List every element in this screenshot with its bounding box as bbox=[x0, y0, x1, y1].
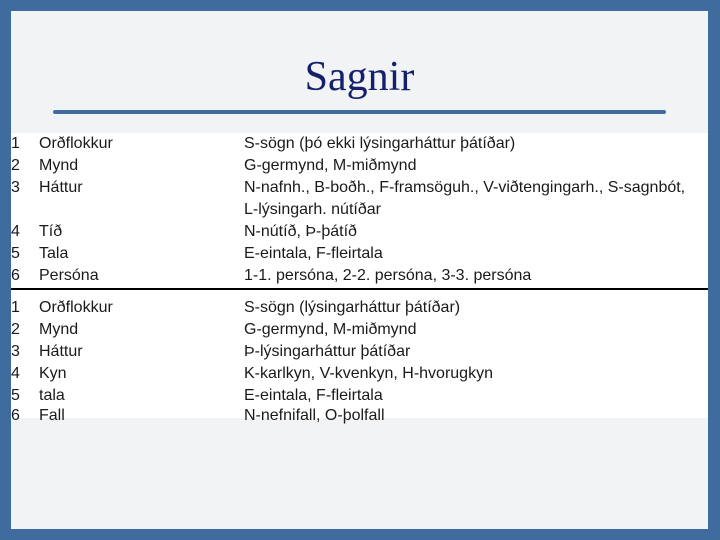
table-row bbox=[11, 297, 708, 319]
table-row bbox=[11, 319, 708, 341]
feature-values: N-nafnh., B-boðh., F-framsöguh., V-viðtengingarh., S-sagnbót, bbox=[244, 179, 686, 196]
feature-values: L-lýsingarh. nútíðar bbox=[244, 201, 381, 218]
row-number: 5 bbox=[11, 387, 20, 404]
section-divider bbox=[11, 288, 708, 290]
feature-name: Persóna bbox=[39, 267, 99, 284]
table-row bbox=[11, 363, 708, 385]
feature-name: Háttur bbox=[39, 179, 83, 196]
feature-values: E-eintala, F-fleirtala bbox=[244, 387, 383, 404]
row-number: 1 bbox=[11, 299, 20, 316]
table-row bbox=[11, 133, 708, 155]
feature-name: Mynd bbox=[39, 157, 79, 174]
table-row bbox=[11, 177, 708, 199]
table-row bbox=[11, 243, 708, 265]
table-row bbox=[11, 199, 708, 221]
row-number: 6 bbox=[11, 407, 20, 424]
feature-name: tala bbox=[39, 387, 65, 404]
row-number: 5 bbox=[11, 245, 20, 262]
row-number: 3 bbox=[11, 343, 20, 360]
feature-name: Háttur bbox=[39, 343, 83, 360]
table-row bbox=[11, 155, 708, 177]
feature-values: S-sögn (lýsingarháttur þátíðar) bbox=[244, 299, 461, 316]
feature-values: K-karlkyn, V-kvenkyn, H-hvorugkyn bbox=[244, 365, 493, 382]
table-row bbox=[11, 341, 708, 363]
row-number: 2 bbox=[11, 321, 20, 338]
slide bbox=[11, 11, 708, 529]
feature-name: Tíð bbox=[39, 223, 63, 240]
slide-title: Sagnir bbox=[304, 54, 415, 100]
table-row bbox=[11, 265, 708, 287]
feature-name: Orðflokkur bbox=[39, 135, 113, 152]
title-underline bbox=[53, 110, 666, 114]
feature-values: N-nútíð, Þ-þátíð bbox=[244, 223, 357, 240]
table-row bbox=[11, 221, 708, 243]
table-row bbox=[11, 405, 708, 427]
row-number: 4 bbox=[11, 223, 20, 240]
row-number: 6 bbox=[11, 267, 20, 284]
feature-values: G-germynd, M-miðmynd bbox=[244, 157, 417, 174]
feature-name: Mynd bbox=[39, 321, 79, 338]
feature-values: Þ-lýsingarháttur þátíðar bbox=[244, 343, 411, 360]
tag-table bbox=[11, 133, 708, 424]
feature-values: E-eintala, F-fleirtala bbox=[244, 245, 383, 262]
row-number: 3 bbox=[11, 179, 20, 196]
feature-values: N-nefnifall, O-þolfall bbox=[244, 407, 385, 424]
feature-name: Kyn bbox=[39, 365, 67, 382]
feature-values: G-germynd, M-miðmynd bbox=[244, 321, 417, 338]
feature-values: 1-1. persóna, 2-2. persóna, 3-3. persóna bbox=[244, 267, 532, 284]
table-row bbox=[11, 385, 708, 407]
row-number: 4 bbox=[11, 365, 20, 382]
feature-name: Tala bbox=[39, 245, 69, 262]
feature-name: Fall bbox=[39, 407, 65, 424]
feature-name: Orðflokkur bbox=[39, 299, 113, 316]
row-number: 2 bbox=[11, 157, 20, 174]
row-number: 1 bbox=[11, 135, 20, 152]
feature-values: S-sögn (þó ekki lýsingarháttur þátíðar) bbox=[244, 135, 516, 152]
